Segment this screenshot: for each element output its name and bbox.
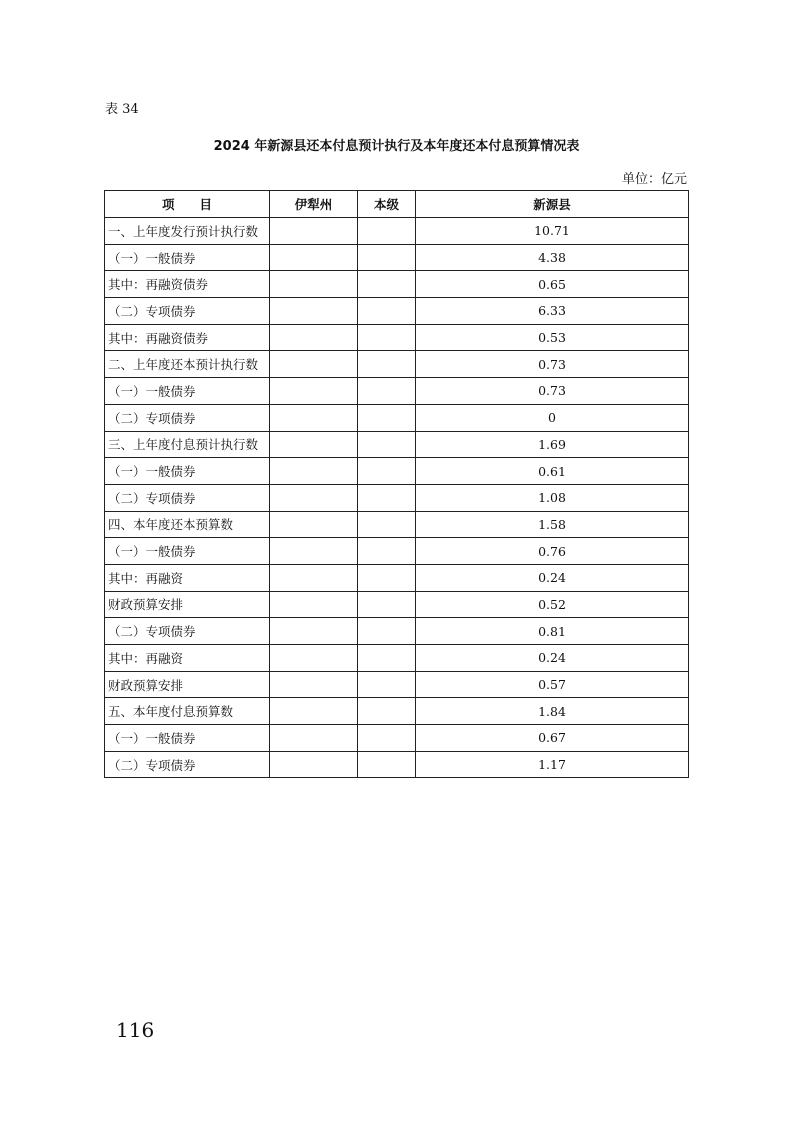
row-benji-cell [358, 698, 416, 725]
table-row [105, 564, 689, 591]
table-row [105, 751, 689, 778]
row-xinyuan-cell: 0.61 [416, 458, 689, 485]
row-item-cell: 一、上年度发行预计执行数 [105, 218, 270, 245]
row-yili-cell [270, 271, 358, 298]
table-row [105, 698, 689, 725]
row-yili-cell [270, 484, 358, 511]
column-header-benji: 本级 [358, 191, 416, 218]
row-benji-cell [358, 298, 416, 325]
row-xinyuan-cell: 4.38 [416, 244, 689, 271]
row-yili-cell [270, 324, 358, 351]
row-yili-cell [270, 725, 358, 752]
row-item-cell: （二）专项债券 [105, 484, 270, 511]
row-item-cell: （一）一般债券 [105, 378, 270, 405]
row-item-cell: （二）专项债券 [105, 618, 270, 645]
row-benji-cell [358, 511, 416, 538]
row-yili-cell [270, 698, 358, 725]
row-yili-cell [270, 671, 358, 698]
row-item-cell: （二）专项债券 [105, 298, 270, 325]
row-xinyuan-cell: 1.17 [416, 751, 689, 778]
row-benji-cell [358, 244, 416, 271]
row-xinyuan-cell: 1.58 [416, 511, 689, 538]
row-item-cell: （一）一般债券 [105, 458, 270, 485]
budget-table [104, 190, 689, 778]
row-xinyuan-cell: 1.69 [416, 431, 689, 458]
row-xinyuan-cell: 0.24 [416, 645, 689, 672]
row-item-cell: 其中：再融资 [105, 564, 270, 591]
row-xinyuan-cell: 10.71 [416, 218, 689, 245]
row-yili-cell [270, 511, 358, 538]
row-yili-cell [270, 751, 358, 778]
table-row [105, 645, 689, 672]
row-item-cell: （一）一般债券 [105, 244, 270, 271]
row-item-cell: 其中：再融资 [105, 645, 270, 672]
table-row [105, 324, 689, 351]
row-benji-cell [358, 351, 416, 378]
row-benji-cell [358, 458, 416, 485]
row-xinyuan-cell: 0.53 [416, 324, 689, 351]
table-row [105, 298, 689, 325]
row-benji-cell [358, 591, 416, 618]
row-item-cell: 三、上年度付息预计执行数 [105, 431, 270, 458]
row-yili-cell [270, 351, 358, 378]
row-benji-cell [358, 751, 416, 778]
row-item-cell: 财政预算安排 [105, 671, 270, 698]
table-row [105, 431, 689, 458]
table-row [105, 511, 689, 538]
unit-label: 单位：亿元 [621, 172, 687, 187]
table-row [105, 378, 689, 405]
column-header-xinyuan: 新源县 [416, 191, 689, 218]
row-yili-cell [270, 645, 358, 672]
row-benji-cell [358, 618, 416, 645]
table-row [105, 458, 689, 485]
row-benji-cell [358, 671, 416, 698]
row-xinyuan-cell: 0 [416, 404, 689, 431]
row-benji-cell [358, 404, 416, 431]
table-row [105, 618, 689, 645]
table-header-row [105, 191, 689, 218]
document-title: 2024 年新源县还本付息预计执行及本年度还本付息预算情况表 [213, 139, 580, 154]
table-row [105, 671, 689, 698]
table-row [105, 538, 689, 565]
row-item-cell: （一）一般债券 [105, 538, 270, 565]
row-benji-cell [358, 564, 416, 591]
row-xinyuan-cell: 0.81 [416, 618, 689, 645]
row-yili-cell [270, 431, 358, 458]
row-xinyuan-cell: 0.73 [416, 378, 689, 405]
table-row [105, 244, 689, 271]
row-xinyuan-cell: 0.76 [416, 538, 689, 565]
row-yili-cell [270, 564, 358, 591]
page-number: 116 [116, 1018, 155, 1042]
row-xinyuan-cell: 0.67 [416, 725, 689, 752]
row-benji-cell [358, 431, 416, 458]
table-label: 表 34 [105, 102, 139, 117]
row-xinyuan-cell: 0.65 [416, 271, 689, 298]
row-item-cell: 四、本年度还本预算数 [105, 511, 270, 538]
row-yili-cell [270, 538, 358, 565]
table-row [105, 404, 689, 431]
row-benji-cell [358, 218, 416, 245]
row-item-cell: 五、本年度付息预算数 [105, 698, 270, 725]
table-row [105, 271, 689, 298]
row-yili-cell [270, 218, 358, 245]
row-xinyuan-cell: 0.57 [416, 671, 689, 698]
row-yili-cell [270, 378, 358, 405]
row-item-cell: 二、上年度还本预计执行数 [105, 351, 270, 378]
table-row [105, 725, 689, 752]
table-row [105, 218, 689, 245]
row-benji-cell [358, 538, 416, 565]
table-row [105, 484, 689, 511]
row-benji-cell [358, 271, 416, 298]
row-item-cell: 其中：再融资债券 [105, 271, 270, 298]
row-benji-cell [358, 645, 416, 672]
row-xinyuan-cell: 1.84 [416, 698, 689, 725]
row-item-cell: 其中：再融资债券 [105, 324, 270, 351]
row-yili-cell [270, 298, 358, 325]
table-row [105, 591, 689, 618]
row-xinyuan-cell: 1.08 [416, 484, 689, 511]
row-item-cell: （二）专项债券 [105, 404, 270, 431]
row-xinyuan-cell: 6.33 [416, 298, 689, 325]
column-header-yili: 伊犁州 [270, 191, 358, 218]
row-xinyuan-cell: 0.24 [416, 564, 689, 591]
row-xinyuan-cell: 0.73 [416, 351, 689, 378]
row-benji-cell [358, 324, 416, 351]
column-header-item: 项 目 [105, 191, 270, 218]
row-yili-cell [270, 244, 358, 271]
row-yili-cell [270, 458, 358, 485]
row-yili-cell [270, 618, 358, 645]
row-benji-cell [358, 484, 416, 511]
table-row [105, 351, 689, 378]
row-yili-cell [270, 591, 358, 618]
row-benji-cell [358, 378, 416, 405]
row-item-cell: （二）专项债券 [105, 751, 270, 778]
row-xinyuan-cell: 0.52 [416, 591, 689, 618]
row-item-cell: （一）一般债券 [105, 725, 270, 752]
row-item-cell: 财政预算安排 [105, 591, 270, 618]
row-yili-cell [270, 404, 358, 431]
row-benji-cell [358, 725, 416, 752]
table-body [105, 218, 689, 778]
